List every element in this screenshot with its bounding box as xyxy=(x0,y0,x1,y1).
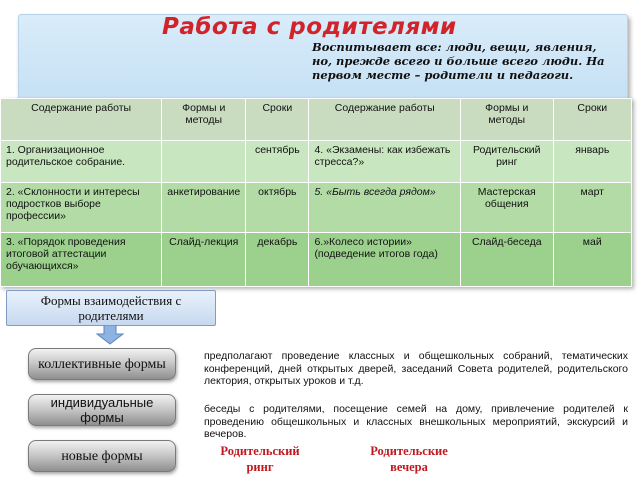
table-header: Содержание работы xyxy=(1,99,162,141)
table-cell: Мастерская общения xyxy=(461,183,554,233)
parent-evenings-label: Родительские вечера xyxy=(370,444,448,474)
epigraph-quote: Воспитывает все: люди, вещи, явления, но, прежде всего и больше всего люди. На первом месте – родители и педагоги. xyxy=(312,40,605,82)
individual-forms-button[interactable] xyxy=(28,394,176,426)
table-cell: сентябрь xyxy=(246,141,309,183)
collective-forms-label: коллективные формы xyxy=(38,356,166,372)
table-row xyxy=(1,233,632,287)
collective-forms-description: предполагают проведение классных и общешкольных собраний, тематических конференций, дней открытых дверей, заседаний Совета родителей, родительского лектория, открытых уроков и т.д. xyxy=(204,350,628,387)
table-cell: 4. «Экзамены: как избежать стресса?» xyxy=(309,141,461,183)
individual-forms-description: беседы с родителями, посещение семей на дому, привлечение родителей к проведению общешкольных и классных внешкольных мероприятий, экскурсий и вечеров. xyxy=(204,403,628,440)
table-cell: май xyxy=(553,233,631,287)
table-cell: 3. «Порядок проведения итоговой аттестации обучающихся» xyxy=(1,233,162,287)
table-cell: 1. Организационное родительское собрание. xyxy=(1,141,162,183)
forms-header-label: Формы взаимодействия с родителями xyxy=(40,293,182,323)
table-cell: январь xyxy=(553,141,631,183)
table-header-row xyxy=(1,99,632,141)
table-cell: Слайд-лекция xyxy=(162,233,246,287)
table-cell: анкетирование xyxy=(162,183,246,233)
table-header: Формы и методы xyxy=(162,99,246,141)
table-cell: Родительский ринг xyxy=(461,141,554,183)
individual-forms-label: индивидуальные формы xyxy=(50,395,154,425)
table-cell: 6.»Колесо истории» (подведение итогов года) xyxy=(309,233,461,287)
table-cell: 2. «Склонности и интересы подростков выборе профессии» xyxy=(1,183,162,233)
table-cell: октябрь xyxy=(246,183,309,233)
table-cell: Слайд-беседа xyxy=(461,233,554,287)
collective-forms-button[interactable] xyxy=(28,348,176,380)
table-cell: март xyxy=(553,183,631,233)
table-header: Содержание работы xyxy=(309,99,461,141)
arrow-down-icon xyxy=(96,325,124,345)
parent-ring-label: Родительский ринг xyxy=(220,444,300,474)
table-header: Формы и методы xyxy=(461,99,554,141)
new-forms-label: новые формы xyxy=(61,448,143,464)
new-forms-button[interactable] xyxy=(28,440,176,472)
table-header: Сроки xyxy=(553,99,631,141)
table-cell: декабрь xyxy=(246,233,309,287)
table-cell: 5. «Быть всегда рядом» xyxy=(309,183,461,233)
page-title: Работа с родителями xyxy=(162,14,457,40)
forms-of-interaction-header xyxy=(6,290,216,326)
table-row xyxy=(1,141,632,183)
table-cell xyxy=(162,141,246,183)
table-header: Сроки xyxy=(246,99,309,141)
table-row xyxy=(1,183,632,233)
work-plan-table xyxy=(0,98,632,287)
